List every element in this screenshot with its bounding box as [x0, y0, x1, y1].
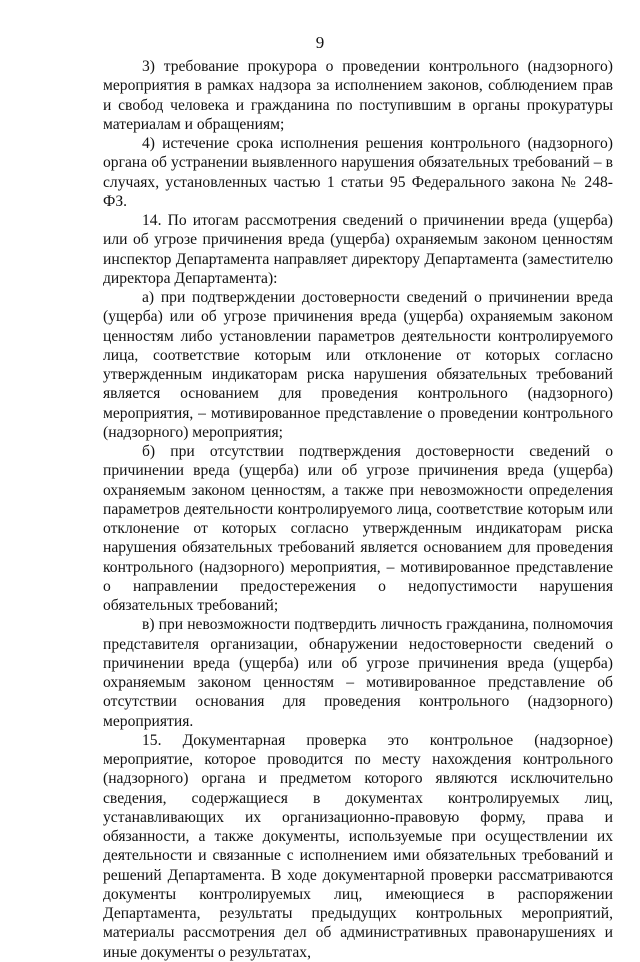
paragraph-item-3: 3) требование прокурора о проведении контрольного (надзорного) мероприятия в рамках надзора за исполнением законов, соблюдением прав и свобод человека и гражданина по поступившим в органы прокуратуры материалам и обращениям; — [103, 58, 613, 133]
document-body — [103, 57, 613, 962]
paragraph-subitem-b: б) при отсутствии подтверждения достоверности сведений о причинении вреда (ущерба) или об угрозе причинения вреда (ущерба) охраняемым законом ценностям, а также при невозможности определения параметров деятельности контролируемого лица, соответствие которым или отклонение от которых согласно утвержденным индикаторам риска нарушения обязательных требований является основанием для проведения контрольного (надзорного) мероприятия, – мотивированное представление о направлении предостережения о недопустимости нарушения обязательных требований; — [103, 443, 613, 614]
paragraph-section-15: 15. Документарная проверка это контрольное (надзорное) мероприятие, которое проводится по месту нахождения контрольного (надзорного) органа и предметом которого являются исключительно сведения, содержащиеся в документах контролируемых лиц, устанавливающих их организационно-правовую форму, права и обязанности, а также документы, используемые при осуществлении их деятельности и связанные с исполнением ими обязательных требований и решений Департамента. В ходе документарной проверки рассматриваются документы контролируемых лиц, имеющиеся в распоряжении Департамента, результаты предыдущих контрольных мероприятий, материалы рассмотрения дел об административных правонарушениях и иные документы о результатах, — [103, 731, 613, 961]
paragraph-subitem-a: а) при подтверждении достоверности сведений о причинении вреда (ущерба) или об угрозе причинения вреда (ущерба) охраняемым законом ценностям либо установлении параметров деятельности контролируемого лица, соответствие которым или отклонение от которых согласно утвержденным индикаторам риска нарушения обязательных требований является основанием для проведения контрольного (надзорного) мероприятия, – мотивированное представление о проведении контрольного (надзорного) мероприятия; — [103, 289, 613, 441]
paragraph-section-14: 14. По итогам рассмотрения сведений о причинении вреда (ущерба) или об угрозе причинения вреда (ущерба) охраняемым законом ценностям инспектор Департамента направляет директору Департамента (заместителю директора Департамента): — [103, 212, 613, 287]
paragraph-item-4: 4) истечение срока исполнения решения контрольного (надзорного) органа об устранении выявленного нарушения обязательных требований – в случаях, установленных частью 1 статьи 95 Федерального закона № 248-ФЗ. — [103, 135, 613, 210]
page-number: 9 — [315, 33, 325, 52]
paragraph-subitem-v: в) при невозможности подтвердить личность гражданина, полномочия представителя организации, обнаружении недостоверности сведений о причинении вреда (ущерба) или об угрозе причинения вреда (ущерба) охраняемым законом ценностям – мотивированное представление об отсутствии основания для проведения контрольного (надзорного) мероприятия. — [103, 616, 613, 730]
